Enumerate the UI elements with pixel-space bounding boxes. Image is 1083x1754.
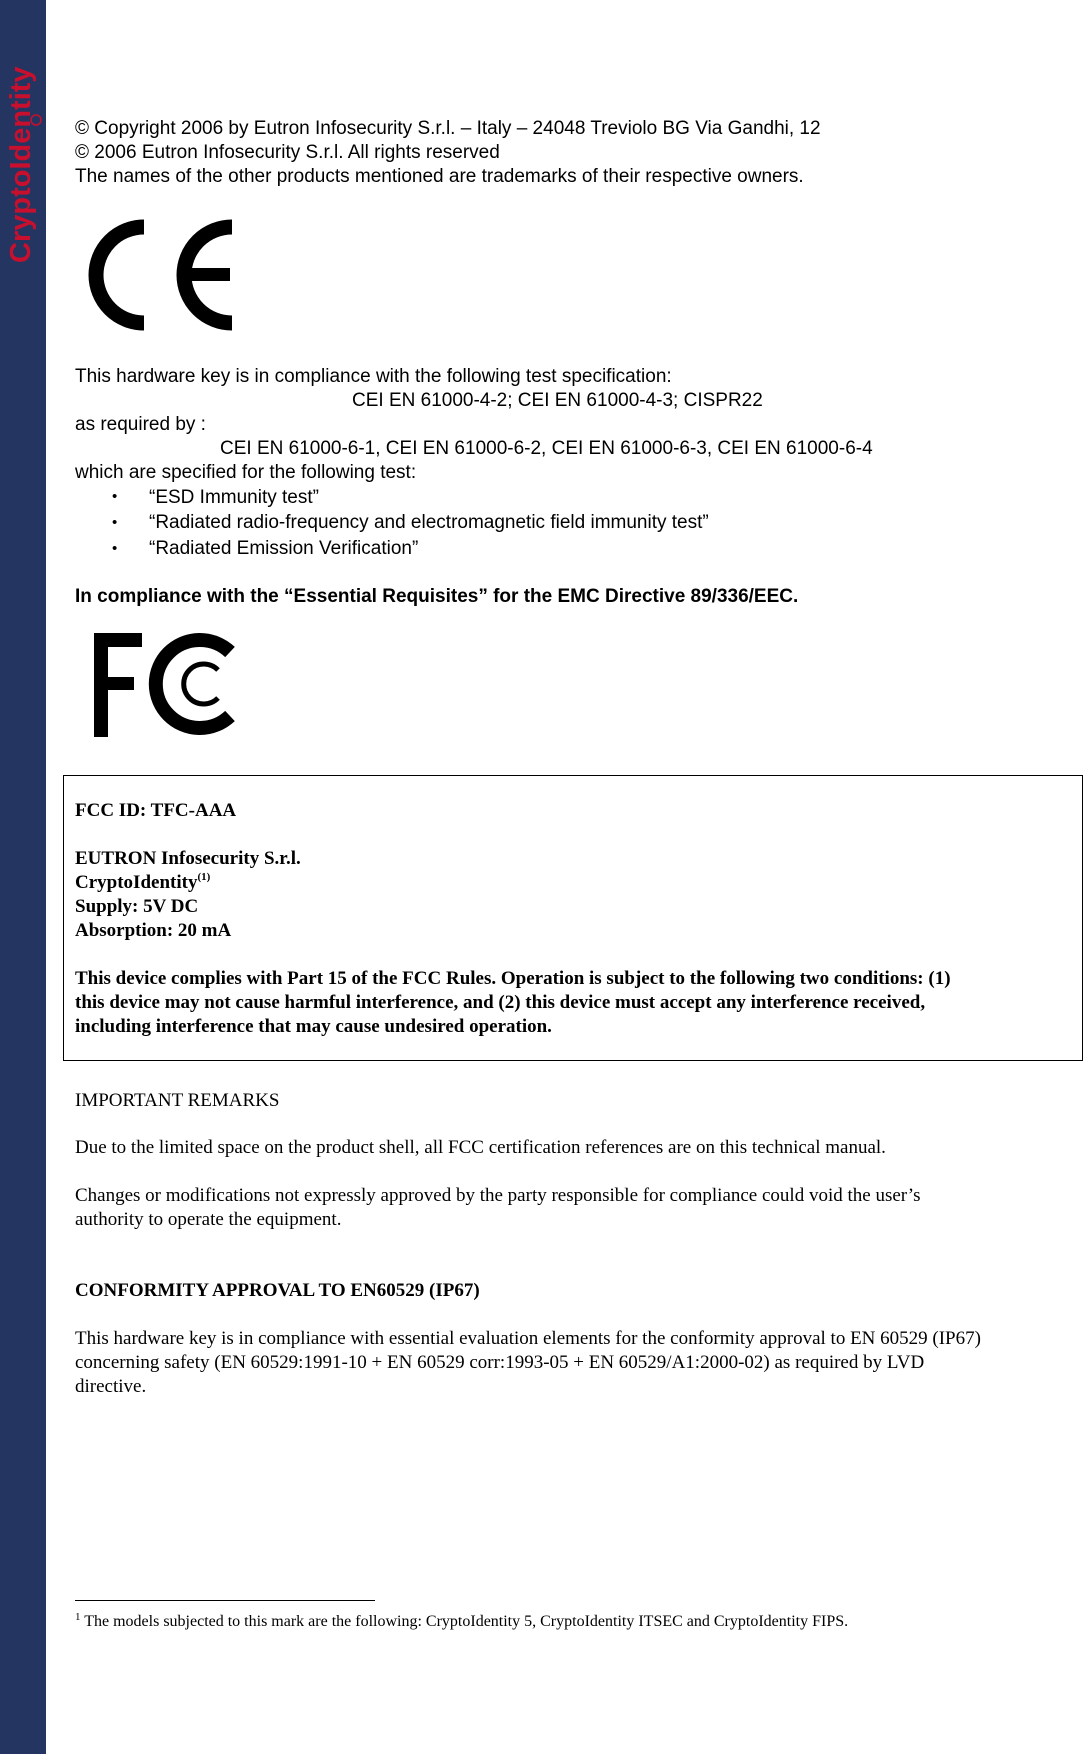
remarks-paragraph-1: Due to the limited space on the product shell, all FCC certification references are on this technical manual. xyxy=(75,1137,886,1158)
fcc-mark-text: FCC xyxy=(90,630,93,631)
bullet-icon: • xyxy=(112,488,118,505)
conformity-line-1: This hardware key is in compliance with essential evaluation elements for the conformity approval to EN 60529 (IP67) xyxy=(75,1328,981,1349)
ce-required-by: CEI EN 61000-6-1, CEI EN 61000-6-2, CEI EN 61000-6-3, CEI EN 61000-6-4 xyxy=(220,438,873,459)
copyright-line-3: The names of the other products mentioned are trademarks of their respective owners. xyxy=(75,166,804,187)
ce-spec: CEI EN 61000-4-2; CEI EN 61000-4-3; CISPR22 xyxy=(352,390,763,411)
fcc-product-footnote-ref: (1) xyxy=(197,871,211,883)
bullet-icon: • xyxy=(112,540,118,557)
conformity-heading: CONFORMITY APPROVAL TO EN60529 (IP67) xyxy=(75,1280,480,1301)
copyright-line-2: © 2006 Eutron Infosecurity S.r.l. All rights reserved xyxy=(75,142,500,163)
conformity-line-2: concerning safety (EN 60529:1991-10 + EN 60529 corr:1993-05 + EN 60529/A1:2000-02) as required by LVD xyxy=(75,1352,925,1373)
bullet-icon: • xyxy=(112,514,118,531)
fcc-product xyxy=(75,871,210,895)
ce-mark-text: CE xyxy=(78,215,80,216)
conformity-line-3: directive. xyxy=(75,1376,147,1397)
sidebar xyxy=(0,0,46,1754)
footnote-separator xyxy=(75,1600,375,1601)
ce-mark-logo xyxy=(78,215,243,335)
ce-test-item: “Radiated radio-frequency and electromagnetic field immunity test” xyxy=(149,512,709,533)
fcc-rules-line-3: including interference that may cause undesired operation. xyxy=(75,1016,552,1037)
fcc-rules-line-2: this device may not cause harmful interference, and (2) this device must accept any interference received, xyxy=(75,992,926,1013)
fcc-id: FCC ID: TFC-AAA xyxy=(75,800,237,821)
brand-logo xyxy=(0,58,46,268)
fcc-company: EUTRON Infosecurity S.r.l. xyxy=(75,848,301,869)
ce-required-by-label: as required by : xyxy=(75,414,206,435)
ce-intro: This hardware key is in compliance with the following test specification: xyxy=(75,366,672,387)
brand-logo-text: CryptoIdentity xyxy=(5,66,37,263)
footnote-text: The models subjected to this mark are the following: CryptoIdentity 5, CryptoIdentity ITSEC and CryptoIdentity FIPS. xyxy=(84,1613,849,1630)
ce-test-item: “Radiated Emission Verification” xyxy=(149,538,419,559)
copyright-line-1: © Copyright 2006 by Eutron Infosecurity S.r.l. – Italy – 24048 Treviolo BG Via Gandhi, 12 xyxy=(75,118,821,139)
remarks-paragraph-2-line-1: Changes or modifications not expressly approved by the party responsible for compliance could void the user’s xyxy=(75,1185,921,1206)
ce-tests-label: which are specified for the following test: xyxy=(75,462,417,483)
footnote-marker: 1 xyxy=(75,1611,81,1623)
ce-compliance-statement: In compliance with the “Essential Requisites” for the EMC Directive 89/336/EEC. xyxy=(75,586,799,607)
footnote xyxy=(75,1612,848,1632)
fcc-supply: Supply: 5V DC xyxy=(75,896,199,917)
fcc-absorption: Absorption: 20 mA xyxy=(75,920,232,941)
ce-test-item: “ESD Immunity test” xyxy=(149,487,319,508)
fcc-product-name: CryptoIdentity xyxy=(75,872,198,893)
remarks-heading: IMPORTANT REMARKS xyxy=(75,1090,280,1111)
fcc-mark-logo xyxy=(90,630,260,740)
remarks-paragraph-2-line-2: authority to operate the equipment. xyxy=(75,1209,342,1230)
fcc-rules-line-1: This device complies with Part 15 of the FCC Rules. Operation is subject to the following two conditions: (1) xyxy=(75,968,951,989)
